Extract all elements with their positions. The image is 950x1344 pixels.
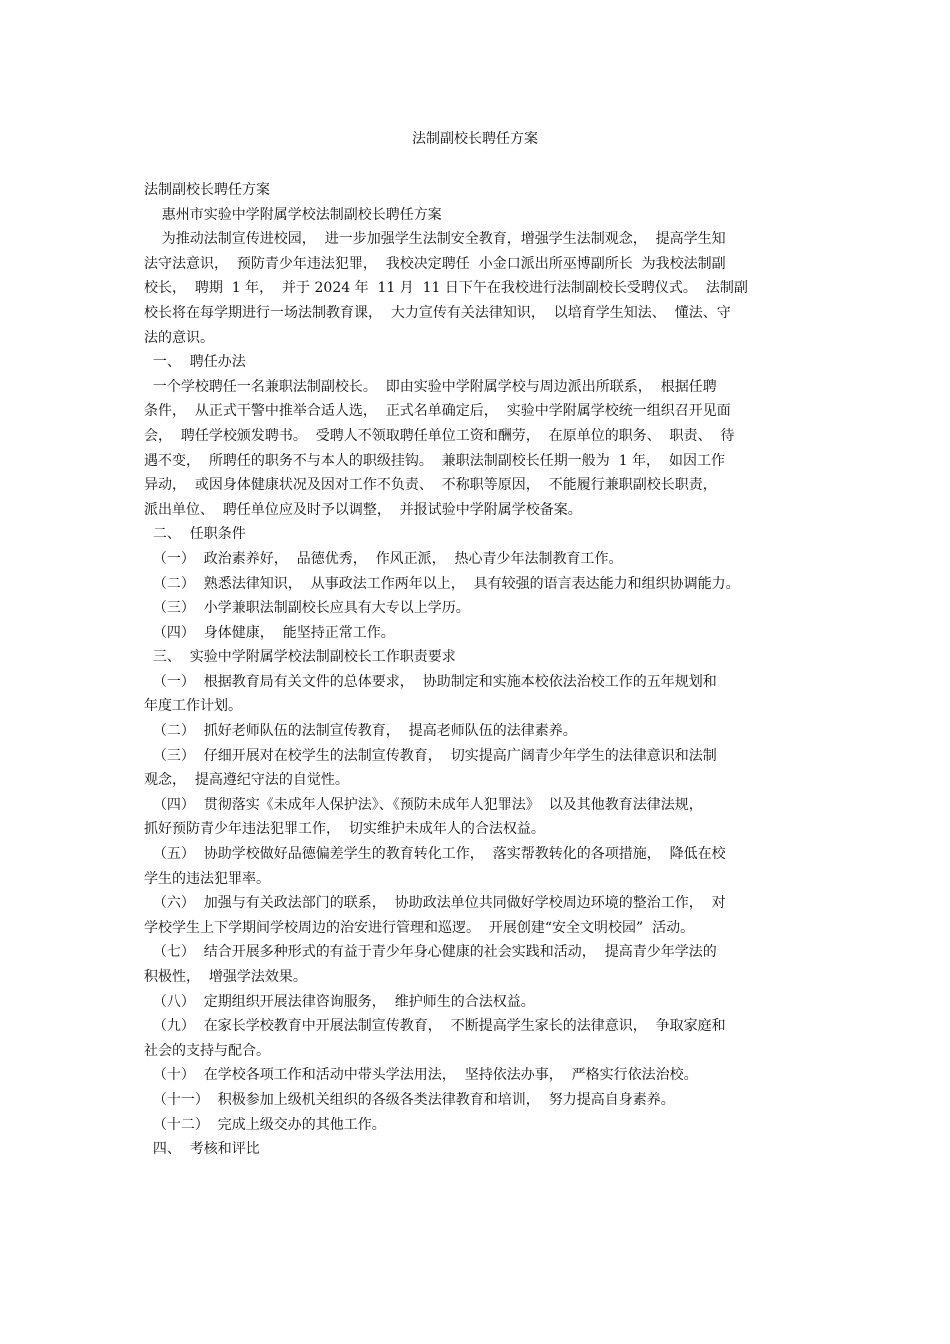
document-line: （十二） 完成上级交办的其他工作。 xyxy=(144,1116,386,1133)
document-line: 三、 实验中学附属学校法制副校长工作职责要求 xyxy=(144,649,456,666)
document-line: （三） 仔细开展对在校学生的法制宣传教育， 切实提高广阔青少年学生的法律意识和法制 xyxy=(144,747,717,764)
document-line: 校长将在每学期进行一场法制教育课， 大力宣传有关法律知识， 以培育学生知法、 懂法、守 xyxy=(144,304,731,321)
document-line: （一） 政治素养好， 品德优秀， 作风正派， 热心青少年法制教育工作。 xyxy=(144,550,623,567)
document-line: 法守法意识， 预防青少年违法犯罪， 我校决定聘任 小金口派出所巫博副所长 为我校法制副 xyxy=(144,255,726,272)
document-line: （四） 贯彻落实《未成年人保护法》、《预防未成年人犯罪法》 以及其他教育法律法规， xyxy=(144,796,703,813)
document-body xyxy=(144,178,824,1162)
document-line: （七） 结合开展多种形式的有益于青少年身心健康的社会实践和活动， 提高青少年学法的 xyxy=(144,944,717,961)
document-line: （六） 加强与有关政法部门的联系， 协助政法单位共同做好学校周边环境的整治工作， 对 xyxy=(144,895,726,912)
document-line: 二、 任职条件 xyxy=(144,526,246,543)
document-line: 校长， 聘期 1 年， 并于 2024 年 11 月 11 日下午在我校进行法制副校长受聘仪式。 法制副 xyxy=(144,280,748,297)
document-line: 学校学生上下学期间学校周边的治安进行管理和巡逻。 开展创建“安全文明校园” 活动。 xyxy=(144,919,695,936)
document-line: （四） 身体健康， 能坚持正常工作。 xyxy=(144,624,395,641)
document-line: 四、 考核和评比 xyxy=(144,1141,260,1158)
document-line: 一个学校聘任一名兼职法制副校长。 即由实验中学附属学校与周边派出所联系， 根据任聘 xyxy=(144,378,717,395)
document-line: 年度工作计划。 xyxy=(144,698,242,715)
document-line: 法的意识。 xyxy=(144,329,214,346)
document-line: 抓好预防青少年违法犯罪工作， 切实维护未成年人的合法权益。 xyxy=(144,821,545,838)
document-line: 一、 聘任办法 xyxy=(144,354,246,371)
document-line: 学生的违法犯罪率。 xyxy=(144,870,270,887)
document-line: （一） 根据教育局有关文件的总体要求， 协助制定和实施本校依法治校工作的五年规划和 xyxy=(144,673,717,690)
document-line: （二） 熟悉法律知识， 从事政法工作两年以上， 具有较强的语言表达能力和组织协调能力。 xyxy=(144,575,740,592)
document-line: （十一） 积极参加上级机关组织的各级各类法律教育和培训， 努力提高自身素养。 xyxy=(144,1091,675,1108)
document-line: 会， 聘任学校颁发聘书。 受聘人不领取聘任单位工资和酬劳， 在原单位的职务、 职责、 待 xyxy=(144,427,735,444)
document-line: 积极性， 增强学法效果。 xyxy=(144,969,307,985)
document-title: 法制副校长聘任方案 xyxy=(412,131,538,147)
document-line: 条件， 从正式干警中推举合适人选， 正式名单确定后， 实验中学附属学校统一组织召开见面 xyxy=(144,403,731,420)
document-line: 遇不变， 所聘任的职务不与本人的职级挂钩。 兼职法制副校长任期一般为 1 年， 如因工作 xyxy=(144,452,725,469)
document-line: （三） 小学兼职法制副校长应具有大专以上学历。 xyxy=(144,600,470,617)
document-line: 社会的支持与配合。 xyxy=(144,1042,270,1059)
document-line: 为推动法制宣传进校园， 进一步加强学生法制安全教育，增强学生法制观念， 提高学生知 xyxy=(144,231,726,248)
document-line: 法制副校长聘任方案 xyxy=(144,182,270,198)
document-line: （二） 抓好老师队伍的法制宣传教育， 提高老师队伍的法律素养。 xyxy=(144,723,577,740)
document-line: （十） 在学校各项工作和活动中带头学法用法， 坚持依法办事， 严格实行依法治校。 xyxy=(144,1067,698,1084)
document-line: （九） 在家长学校教育中开展法制宣传教育， 不断提高学生家长的法律意识， 争取家庭和 xyxy=(144,1018,726,1035)
document-line: 惠州市实验中学附属学校法制副校长聘任方案 xyxy=(144,206,442,223)
document-line: 观念， 提高遵纪守法的自觉性。 xyxy=(144,772,349,789)
document-line: （八） 定期组织开展法律咨询服务， 维护师生的合法权益。 xyxy=(144,993,535,1010)
document-line: 异动， 或因身体健康状况及因对工作不负责、 不称职等原因， 不能履行兼职副校长职责， xyxy=(144,477,717,494)
document-line: （五） 协助学校做好品德偏差学生的教育转化工作， 落实帮教转化的各项措施， 降低在校 xyxy=(144,846,726,863)
document-line: 派出单位、 聘任单位应及时予以调整， 并报试验中学附属学校备案。 xyxy=(144,501,582,518)
